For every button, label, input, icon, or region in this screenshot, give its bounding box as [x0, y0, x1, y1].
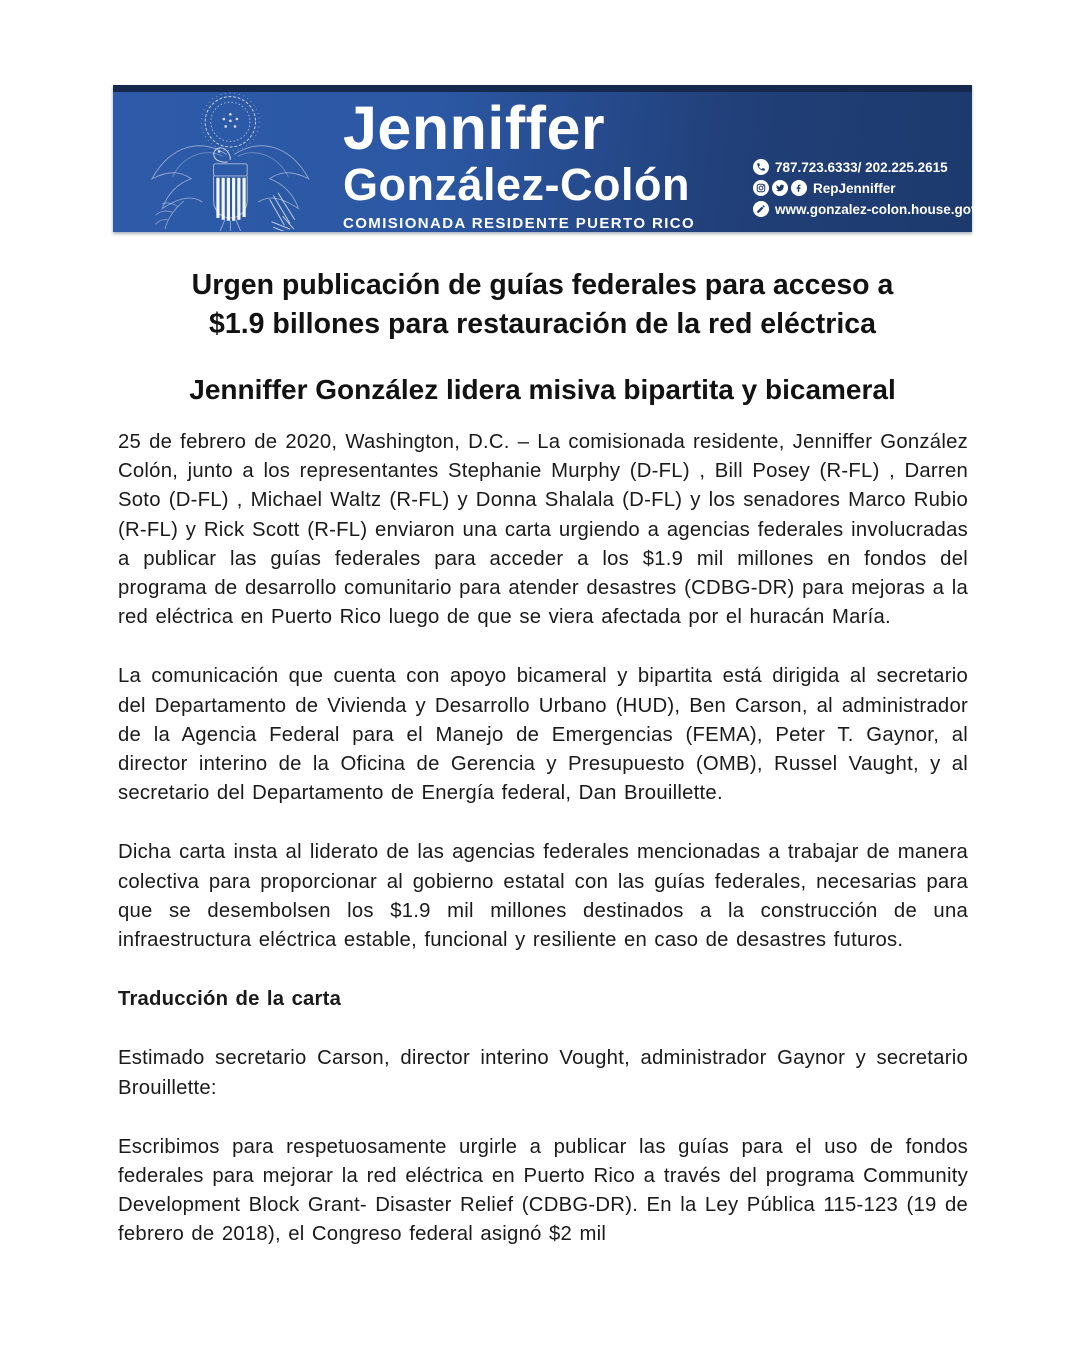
facebook-icon [791, 180, 807, 196]
paragraph-request: Dicha carta insta al liderato de las agencias federales mencionadas a trabajar de manera colectiva para proporcionar al gobierno estatal con las guías federales, necesarias para que se desembolsen los $1.9 mil millones destinados a la construcción de una infraestructura eléctrica estable, funcional y resiliente en caso de desastres futuros. [118, 841, 968, 952]
website-url: www.gonzalez-colon.house.gov [775, 201, 979, 217]
phone-number: 787.723.6333/ 202.225.2615 [775, 159, 948, 175]
name-last: González-Colón [343, 159, 690, 211]
headline [113, 266, 972, 344]
phone-icon [753, 159, 769, 175]
instagram-icon [753, 180, 769, 196]
headline-line-1: Urgen publicación de guías federales para acceso a [191, 269, 894, 301]
office-tagline: COMISIONADA RESIDENTE PUERTO RICO [343, 215, 696, 233]
web-pencil-icon [753, 201, 769, 217]
name-first: Jenniffer [343, 94, 606, 162]
paragraph-addressees: La comunicación que cuenta con apoyo bicameral y bipartita está dirigida al secretario del Departamento de Vivienda y Desarrollo Urbano (HUD), Ben Carson, al administrador de la Agencia Federal para el Manejo de Emergencias (FEMA), Peter T. Gaynor, al director interino de la Oficina de Gerencia y Presupuesto (OMB), Russel Vaught, y al secretario del Departamento de Energía federal, Dan Brouillette. [118, 665, 968, 805]
article-body [118, 428, 968, 1280]
contact-block [753, 159, 979, 217]
website-row [753, 201, 979, 217]
social-icons [753, 180, 807, 196]
subheadline: Jenniffer González lidera misiva bipartita y bicameral [189, 374, 896, 405]
paragraph-dateline: 25 de febrero de 2020, Washington, D.C. – La comisionada residente, Jenniffer González Colón, junto a los representantes Stephanie Murphy (D-FL) , Bill Posey (R-FL) , Darren Soto (D-FL) , Michael Waltz (R-FL) y Donna Shalala (D-FL) y los senadores Marco Rubio (R-FL) y Rick Scott (R-FL) enviaron una carta urgiendo a agencias federales involucradas a publicar las guías federales para acceder a los $1.9 mil millones en fondos del programa de desarrollo comunitario para atender desastres (CDBG-DR) para mejoras a la red eléctrica en Puerto Rico luego de que se viera afectada por el huracán María. [118, 431, 968, 629]
social-row [753, 180, 979, 196]
section-heading-letter-translation: Traducción de la carta [118, 988, 342, 1011]
headline-line-2: $1.9 billones para restauración de la red eléctrica [209, 308, 876, 340]
twitter-icon [772, 180, 788, 196]
eagle-seal-icon [121, 91, 336, 231]
letterhead-name-block [343, 94, 696, 233]
header-banner [113, 85, 979, 233]
paragraph-letter-body: Escribimos para respetuosamente urgirle a publicar las guías para el uso de fondos federales para mejorar la red eléctrica en Puerto Rico a través del programa Community Development Block Grant- Disaster Relief (CDBG-DR). En la Ley Pública 115-123 (19 de febrero de 2018), el Congreso federal asignó $2 mil [118, 1135, 968, 1246]
phone-row [753, 159, 979, 175]
social-handle: RepJenniffer [813, 180, 896, 196]
paragraph-letter-salutation: Estimado secretario Carson, director interino Vought, administrador Gaynor y secretario Brouillette: [118, 1047, 968, 1099]
